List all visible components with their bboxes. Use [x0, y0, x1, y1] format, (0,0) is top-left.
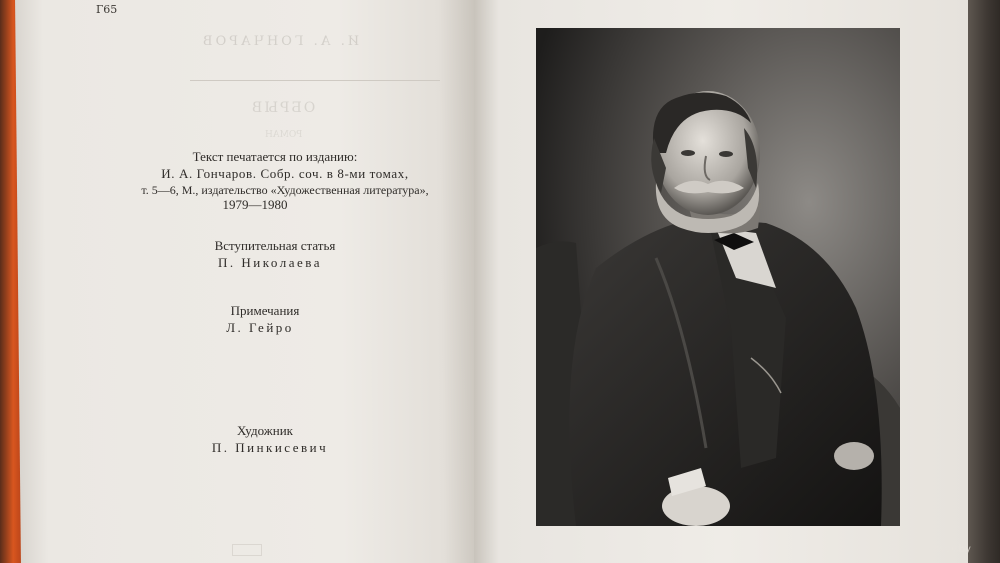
bleed-through-volume: РОМАН: [265, 130, 303, 140]
artist-label: Художник: [237, 423, 293, 438]
source-heading: Текст печатается по изданию:: [192, 149, 358, 164]
site-watermark: www.ay.by: [918, 544, 971, 555]
bleed-through-rule: [190, 80, 440, 81]
notes-label: Примечания: [230, 303, 300, 318]
intro-author: П. Николаева: [218, 255, 322, 270]
author-portrait-image: [536, 28, 900, 526]
source-line-2: т. 5—6, М., издательство «Художественная литература»,: [141, 183, 429, 197]
catalog-code: Г65: [96, 3, 118, 16]
bleed-through-title: ОБРЫВ: [250, 100, 316, 116]
bleed-through-author: И. А. ГОНЧАРОВ: [200, 34, 360, 49]
left-page: [15, 0, 481, 563]
table-surface-right: [968, 0, 1000, 563]
source-line-1: И. А. Гончаров. Собр. соч. в 8-ми томах,: [161, 166, 409, 181]
intro-label: Вступительная статья: [214, 238, 336, 253]
notes-author: Л. Гейро: [226, 320, 294, 335]
bleed-through-mark: [232, 544, 262, 556]
artist-name: П. Пинкисевич: [211, 440, 329, 455]
source-line-3: 1979—1980: [222, 197, 288, 212]
